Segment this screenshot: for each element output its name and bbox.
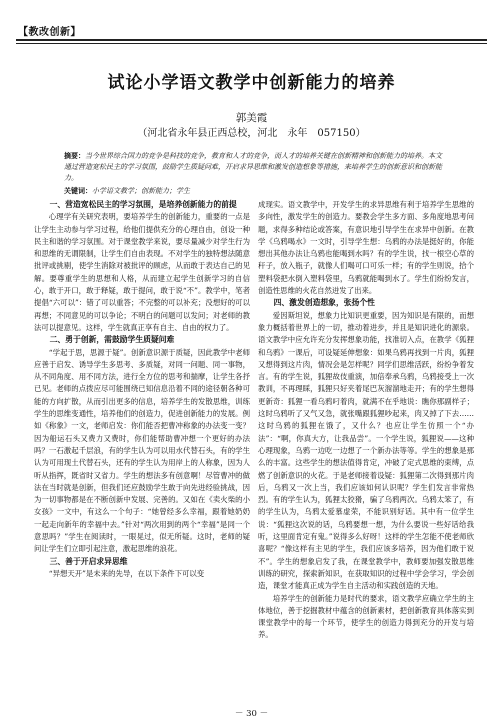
abstract-text: 当今世界综合国力的竞争是科技的竞争，教育和人才的竞争，而人才的培养关键在创新精神和创新能力的培养。本文通过营造宽松民主的学习氛围，鼓励学生质疑问难，开启求异思维和激发创造想象等措施，来培养学生的创新意识和创新能力。 (64, 152, 442, 182)
abstract-label: 摘要： (64, 151, 85, 160)
header-rule (16, 39, 487, 41)
body-paragraph: 心理学有关研究表明，要培养学生的创新能力，重要的一点是让学生主动参与学习过程，给他们提供充分的心理自由，创设一种民主和谐的学习氛围。对于课堂教学来说，要尽量减少对学生行为和思维的无谓限制，让学生们自由表现。不对学生的独特想法随意批评或挑剔，使学生消除对被批评的顾虑，从而敢于表达自己的见解。要尊重学生的思想和人格，从而建立起学生创新学习的自信心，敢于开口，敢于释疑，敢于提问，敢于说“不”。教学中，笔者提倡“六可以”：错了可以重答；不完整的可以补充；没想好的可以再想；不同意见的可以争论；不明白的问题可以发问；对老师的教法可以提意见。这样，学生就真正享有自主、自由的权力了。 (34, 212, 250, 332)
author-affiliation: （河北省永年县正西总校，河北 永年 057150） (137, 128, 366, 139)
body-paragraph: 成现实。语文教学中，开发学生的求异思维有利于培养学生思维的多向性，激发学生的创造力。要教会学生多方面、多角度地思考问题，求得多种结论或答案，有意识地引导学生在求异中创新。在教学《乌鸦喝水》一文时，引导学生想：乌鸦的办法是挺好的，你能想出其他办法让乌鸦也能喝到水吗？有的学生说，找一根空心草的秆子，放入瓶子，就像人们喝可口可乐一样；有的学生则说，拾个塑料袋把水倒入塑料袋里，乌鸦就能喝到水了。学生们纷纷发言，创造性思维的火花自然迸发了出来。 (258, 200, 474, 296)
left-column (34, 199, 250, 701)
keywords-text: 小学语文教学；创新能力；学生 (92, 187, 190, 195)
section-heading-3: 三、善于开启求异思维 (49, 556, 128, 566)
section-heading-2: 二、勇于创新，需鼓励学生质疑问难 (49, 335, 175, 345)
section-heading-1: 一、营造宽松民主的学习氛围，是培养创新能力的前提 (49, 200, 237, 209)
body-paragraph: 爱因斯坦说，想象力比知识更重要，因为知识是有限的，而想象力概括着世界上的一切，推动着进步，并且是知识进化的源泉。语文教学中应允许充分发挥想象功能，找准切入点，在教学《狐狸和乌鸦》一课后，可设疑延伸想象：如果乌鸦再找到一片肉，狐狸又想得到这片肉，情况会是怎样呢？同学们思维活跃，纷纷争着发言。有的学生说，狐狸故伎重演，加倍奉承乌鸦，乌鸦接受上一次教训，不再理睬，狐狸只好夹着尾巴灰溜溜地走开；有的学生想得更新奇：狐狸一看乌鸦叼着肉，就满不在乎地说：瞧你那副样子；这时乌鸦听了又气又急，就张嘴跟狐狸吵起来，肉又掉了下去……这时乌鸦的狐狸在饿了，又什么？也应让学生仿照一个“办法”：“啊，你真大方，让我品尝”。一个学生说，狐狸说——这种心理现象，乌鸦一边吃一边想了一个新办法等等。学生的想象是那么的丰富。这些学生的想法值得肯定，冲破了定式思维的束缚，点燃了创新意识的火花。于是老师接着设疑：狐狸第二次得到那片肉后，乌鸦又一次上当，我们应该如何认识呢？学生们发言非常热烈。有的学生认为，狐狸太狡猾，骗了乌鸦两次。乌鸦太笨了，有的学生认为，乌鸦太爱慕虚荣，不能识别好话。其中有一位学生说：“狐狸这次说的话，乌鸦要想一想，为什么要说一些好话给我听，这里面肯定有鬼。”说得多么好呀！这样的学生怎能不使老师欣喜呢？“像这样有主见的学生，我们应该多培养，因为他们敢于说不”。学生的想象启发了我，在课堂教学中，教师要加强发散思维训练的研究，探索新知识，在获取知识的过程中学会学习，学会创造，课堂才能真正成为学生自主活动和实践创造的天地。 (258, 310, 474, 591)
section-tag: 【教改创新】 (18, 27, 81, 38)
body-paragraph: “学起于思，思源于疑”。创新意识源于质疑，因此教学中老师应善于启发、诱导学生多思考、多质疑，对同一问题、同一事物，从不同角度、用不同方法，进行全方位的思考和揣摩，让学生各抒已见。老师的点拨应尽可能围绕已知信息沿着不同的途径朝各种可能的方向扩散，从而引出更多的信息，培养学生的发散思维，训练学生的思维变通性，培养他们的创造力，促进创新能力的发展。例如《称象》一文，老师启发：你们能否把曹冲称象的办法变一变？因为船运石头又费力又费时，你们能帮助曹冲想一个更好的办法吗？一石激起千层浪，有的学生认为可以用水代替石头，有的学生认为可用现土代替石头，还有的学生认为用岸上的人称象，因为人听从指挥，既省时又省力。学生的想法多有创意啊！尽管曹冲的做法在当时就是创新，但我们还应鼓励学生敢于向先进经验挑战，因为一切事物都是在不断创新中发展、完善的。又如在《卖火柴的小女孩》一文中，有这么一个句子：“她曾经多么幸福，跟着她奶奶一起走向新年的幸福中去。”针对“两次用到的两个“幸福”是同一个意思吗？”学生在阅读时，一眼晃过，似无所疑。这时，老师的疑问让学生们立即引起注意，激起思维的浪花。 (34, 347, 250, 554)
right-column (258, 199, 474, 701)
section-heading-4: 四、激发创造想象，张扬个性 (273, 298, 375, 308)
keywords-label: 关键词： (64, 186, 92, 195)
article-title: 试论小学语文教学中创新能力的培养 (107, 73, 396, 93)
body-paragraph: 培养学生的创新能力是时代的要求，语文教学应确立学生的主体地位，善于挖掘教材中蕴含的创新素材，把创新教育具体落实到课堂教学中的每一个环节，使学生的创造力得到充分的开发与培养。 (258, 593, 474, 640)
author-name: 郭美霞 (235, 112, 268, 124)
keywords (64, 186, 190, 196)
page-number: － 30 － (234, 709, 269, 719)
body-paragraph: “异想天开”是未来的先导，在以下条件下可以变 (48, 568, 205, 578)
abstract (64, 150, 442, 184)
header-rule-thin (16, 43, 487, 44)
